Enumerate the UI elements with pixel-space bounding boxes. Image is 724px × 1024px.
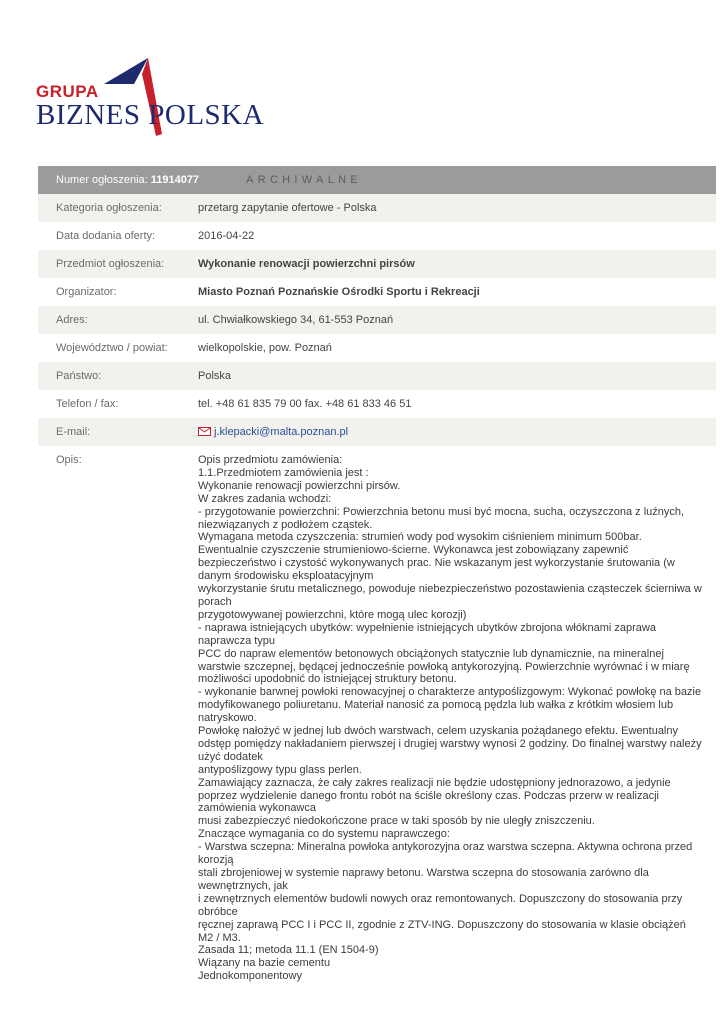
description-line: i zewnętrznych elementów budowli nowych oraz remontowanych. Dopuszczony do stosowania przy obróbce	[198, 892, 683, 918]
description-line: - naprawa istniejących ubytków: wypełnienie istniejących ubytków zbrojona włóknami zaprawa naprawcza typu	[198, 621, 656, 647]
number-label: Numer ogłoszenia:	[56, 174, 148, 186]
field-label: Opis:	[56, 454, 82, 466]
field-value: przetarg zapytanie ofertowe - Polska	[198, 202, 377, 214]
field-row-organizer	[38, 278, 716, 306]
announcement-number: 11914077	[150, 174, 200, 186]
field-value: Polska	[198, 370, 232, 382]
description-line: Wykonanie renowacji powierzchni pirsów.	[198, 479, 401, 492]
field-label: Państwo:	[56, 370, 102, 382]
description-line: 1.1.Przedmiotem zamówienia jest :	[198, 466, 369, 479]
field-label: Kategoria ogłoszenia:	[56, 202, 162, 214]
description-line: musi zabezpieczyć niedokończone prace w taki sposób by nie uległy zniszczeniu.	[198, 815, 595, 828]
description-text	[194, 454, 716, 990]
field-row-region	[38, 334, 716, 362]
field-value: ul. Chwiałkowskiego 34, 61-553 Poznań	[198, 314, 394, 326]
description-line: Zasada 11; metoda 11.1 (EN 1504-9)	[198, 944, 379, 957]
field-label: Data dodania oferty:	[56, 230, 156, 242]
description-line: Jednokomponentowy	[198, 970, 302, 983]
field-value: Miasto Poznań Poznańskie Ośrodki Sportu i Rekreacji	[198, 286, 480, 298]
status-badge: ARCHIWALNE	[246, 174, 362, 186]
field-value: 2016-04-22	[198, 230, 255, 242]
logo-main-text: BIZNES POLSKA	[36, 99, 265, 131]
announcement-card	[38, 166, 716, 990]
field-value: Wykonanie renowacji powierzchni pirsów	[198, 258, 415, 270]
description-line: Powłokę nałożyć w jednej lub dwóch warstwach, celem uzyskania pożądanego efektu. Ewentualny odstęp pomiędzy nakładaniem pierwszej i drugiej warstwy wynosi 2 godziny. Do finalnej warstwy należy użyć dodatek	[198, 725, 702, 763]
description-line: PCC do napraw elementów betonowych obciążonych statycznie lub dynamicznie, na mineralnej warstwie szczepnej, będącej jednocześnie powłoką antykorozyjną. Powierzchnie wyrównać i w miarę możliwości upodobnić do istniejącej struktury betonu.	[198, 647, 690, 686]
field-row-phone	[38, 390, 716, 418]
field-row-address	[38, 306, 716, 334]
field-row-description	[38, 446, 716, 990]
description-line: - Warstwa sczepna: Mineralna powłoka antykorozyjna oraz warstwa sczepna. Aktywna ochrona przed korozją	[198, 841, 693, 867]
description-line: - wykonanie barwnej powłoki renowacyjnej o charakterze antypoślizgowym: Wykonać powłokę na bazie modyfikowanego poliuretanu. Materiał nanosić za pomocą pędzla lub wałka z krótkim włosiem lub natryskowo.	[198, 686, 702, 725]
field-label: Organizator:	[56, 286, 117, 298]
envelope-icon	[198, 427, 211, 436]
description-line: W zakres zadania wchodzi:	[198, 492, 332, 505]
field-row-date	[38, 222, 716, 250]
field-row-category	[38, 194, 716, 222]
description-line: ręcznej zaprawą PCC I i PCC II, zgodnie z ZTV-ING. Dopuszczony do stosowania w klasie obciążeń M2 / M3.	[198, 918, 686, 944]
field-row-email	[38, 418, 716, 446]
logo-grupa-text: GRUPA	[36, 82, 99, 101]
announcement-header	[38, 166, 716, 194]
field-value	[194, 418, 716, 446]
description-line: Opis przedmiotu zamówienia:	[198, 454, 343, 466]
field-label: Adres:	[56, 314, 88, 326]
description-line: Zamawiający zaznacza, że cały zakres realizacji nie będzie udostępniony jednorazowo, a jedynie poprzez wydzielenie danego frontu robót na ściśle określony czas. Podczas przerw w realizacji zamówienia wykonawca	[198, 776, 671, 815]
description-line: stali zbrojeniowej w systemie naprawy betonu. Warstwa sczepna do stosowania zarówno dla wewnętrznych, jak	[198, 867, 649, 892]
field-value: wielkopolskie, pow. Poznań	[198, 342, 332, 354]
description-line: przygotowywanej powierzchni, które mogą ulec korozji)	[198, 608, 467, 621]
field-value: tel. +48 61 835 79 00 fax. +48 61 833 46 51	[198, 398, 412, 410]
description-line: Wiązany na bazie cementu	[198, 957, 331, 970]
field-row-country	[38, 362, 716, 390]
field-label: Telefon / fax:	[56, 398, 119, 410]
description-line: - przygotowanie powierzchni: Powierzchnia betonu musi być mocna, sucha, oczyszczona z luźnych, niezwiązanych z podłożem cząstek.	[198, 505, 685, 531]
description-line: Znaczące wymagania co do systemu naprawczego:	[198, 828, 450, 841]
field-label: Przedmiot ogłoszenia:	[56, 258, 165, 270]
description-line: Wymagana metoda czyszczenia: strumień wody pod wysokim ciśnieniem minimum 500bar. Ewentualnie czyszczenie strumieniowo-ścierne. Wykonawca jest zobowiązany zapewnić bezpieczeństwo i czystość wykonywanych prac. Nie wskazanym jest wykorzystanie śrutowania (w danym środowisku eksploatacyjnym	[198, 531, 675, 583]
description-line: wykorzystanie śrutu metalicznego, powoduje niebezpieczeństwo pozostawienia cząsteczek ścierniwa w porach	[198, 583, 702, 608]
field-label: E-mail:	[56, 426, 91, 438]
field-row-subject	[38, 250, 716, 278]
field-label: Województwo / powiat:	[56, 342, 168, 354]
email-link[interactable]: j.klepacki@malta.poznan.pl	[214, 426, 349, 438]
company-logo	[36, 54, 265, 144]
description-line: antypoślizgowy typu glass perlen.	[198, 763, 362, 776]
